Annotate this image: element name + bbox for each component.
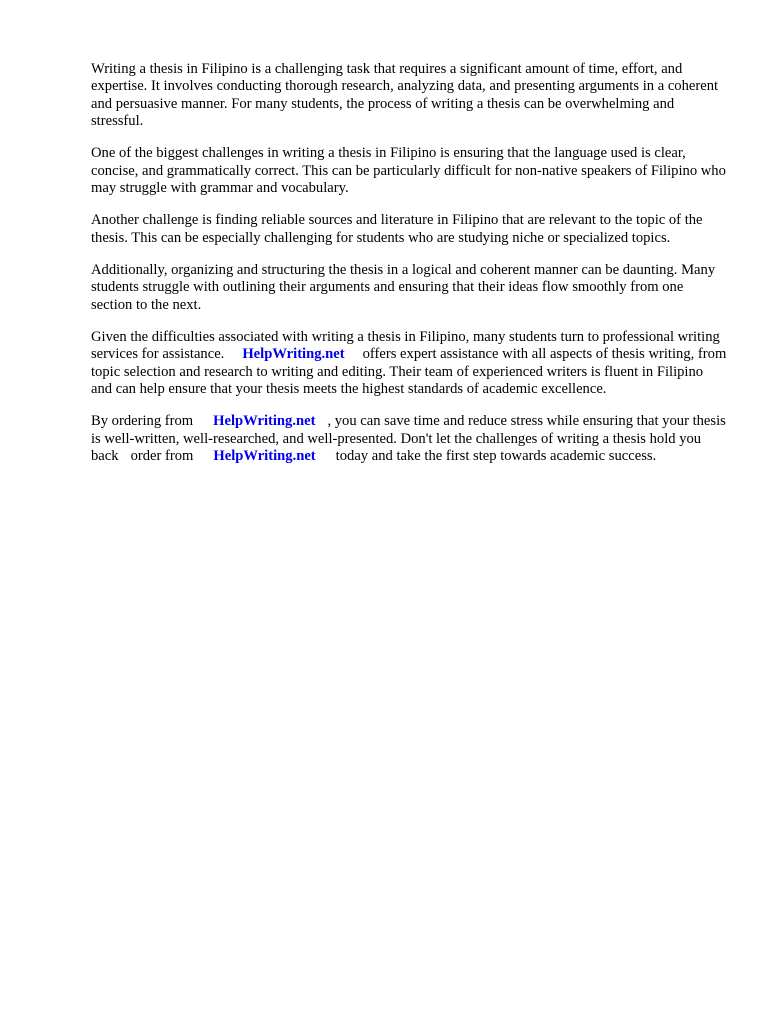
paragraph-services (91, 329, 727, 399)
document-page (91, 61, 727, 481)
paragraph-ordering-text-middle: , you can save time and reduce stress while ensuring that your thesis is well-written, well-researched, and well-presented. Don't let the challenges of writing a thesis hold you back (91, 413, 726, 465)
paragraph-services-text-after: offers expert assistance with all aspects of thesis writing, from topic selection and research to writing and editing. Their team of experienced writers is fluent in Filipino and can help ensure that your thesis meets the highest standards of academic excellence. (91, 346, 727, 398)
paragraph-ordering-text-order-from: order from (130, 448, 194, 465)
paragraph-services-text-before: Given the difficulties associated with writing a thesis in Filipino, many students turn to professional writing services for assistance. (91, 329, 720, 363)
paragraph-sources-challenge: Another challenge is finding reliable sources and literature in Filipino that are relevant to the topic of the thesis. This can be especially challenging for students who are studying niche or specialized topics. (91, 212, 703, 246)
helpwriting-link[interactable]: HelpWriting.net (242, 346, 345, 363)
paragraph-ordering-text-before: By ordering from (91, 413, 194, 430)
helpwriting-link[interactable]: HelpWriting.net (213, 413, 316, 430)
paragraph-ordering (91, 413, 727, 465)
helpwriting-link[interactable]: HelpWriting.net (213, 448, 316, 465)
paragraph-structure-challenge: Additionally, organizing and structuring the thesis in a logical and coherent manner can be daunting. Many students struggle with outlining their arguments and ensuring that their ideas flow smoothly from one section to the next. (91, 262, 716, 313)
paragraph-language-challenge: One of the biggest challenges in writing a thesis in Filipino is ensuring that the language used is clear, concise, and grammatically correct. This can be particularly difficult for non-native speakers of Filipino who may struggle with grammar and vocabulary. (91, 145, 726, 197)
paragraph-intro: Writing a thesis in Filipino is a challenging task that requires a significant amount of time, effort, and expertise. It involves conducting thorough research, analyzing data, and presenting arguments in a coherent and persuasive manner. For many students, the process of writing a thesis can be overwhelming and stressful. (91, 61, 719, 130)
paragraph-ordering-text-after: today and take the first step towards academic success. (335, 448, 657, 465)
